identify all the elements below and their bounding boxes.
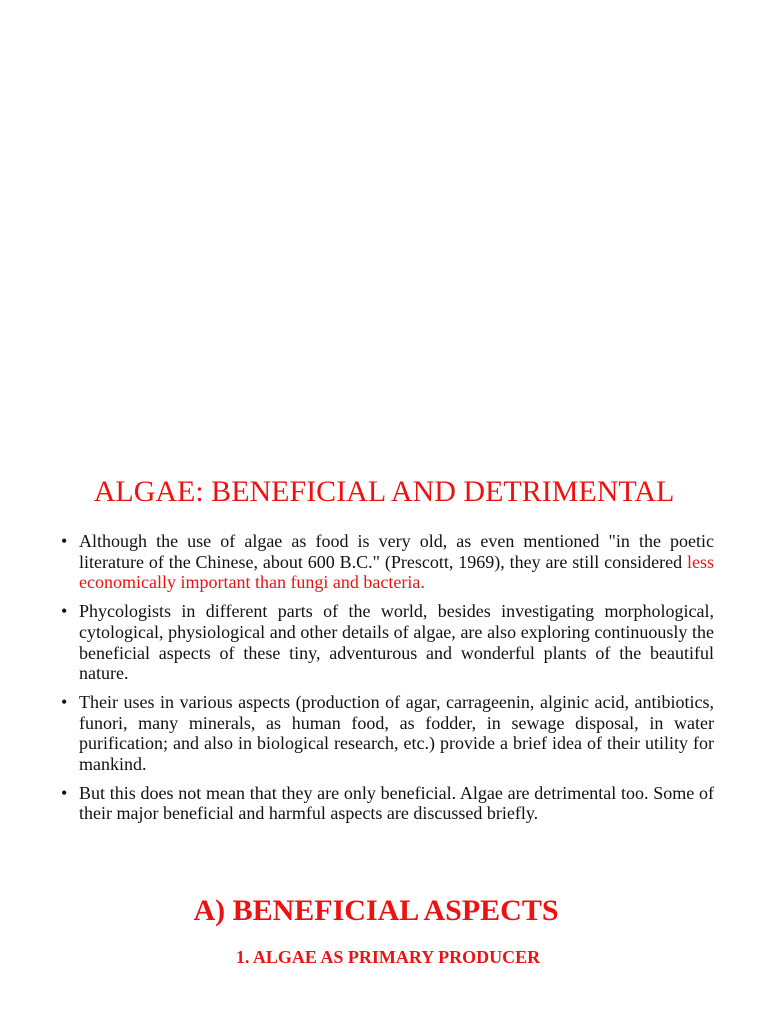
- bullet-text: Phycologists in different parts of the world, besides investigating morphological, cytological, physiological and other details of algae, are also exploring continuously the beneficial aspects of these tiny, adventurous and wonderful plants of the beautiful nature.: [79, 601, 714, 684]
- bullet-text: Although the use of algae as food is very old, as even mentioned "in the poetic literature of the Chinese, about 600 B.C." (Prescott, 1969), they are still considered: [79, 531, 714, 572]
- bullet-text: But this does not mean that they are only beneficial. Algae are detrimental too. Some of their major beneficial and harmful aspects are discussed briefly.: [79, 782, 714, 824]
- slide-title: ALGAE: BENEFICIAL AND DETRIMENTAL: [93, 475, 675, 508]
- bullet-icon: •: [61, 691, 68, 712]
- bullet-item: [0, 783, 714, 824]
- bullet-item: [0, 692, 714, 775]
- bullet-icon: •: [61, 782, 68, 803]
- bullet-item: [0, 601, 714, 684]
- bullet-highlight: less economically important than fungi and bacteria.: [79, 551, 714, 593]
- bullet-icon: •: [61, 531, 68, 551]
- bullet-text: Their uses in various aspects (production of agar, carrageenin, alginic acid, antibiotics, funori, many minerals, as human food, as fodder, in sewage disposal, in water purification; and also in biological research, etc.) provide a brief idea of their utility for mankind.: [79, 691, 714, 775]
- bullet-item: [0, 531, 714, 593]
- bullet-icon: •: [61, 601, 68, 622]
- section-heading: A) BENEFICIAL ASPECTS: [193, 894, 559, 927]
- sub-heading: 1. ALGAE AS PRIMARY PRODUCER: [235, 947, 541, 967]
- bullet-list: [0, 531, 714, 832]
